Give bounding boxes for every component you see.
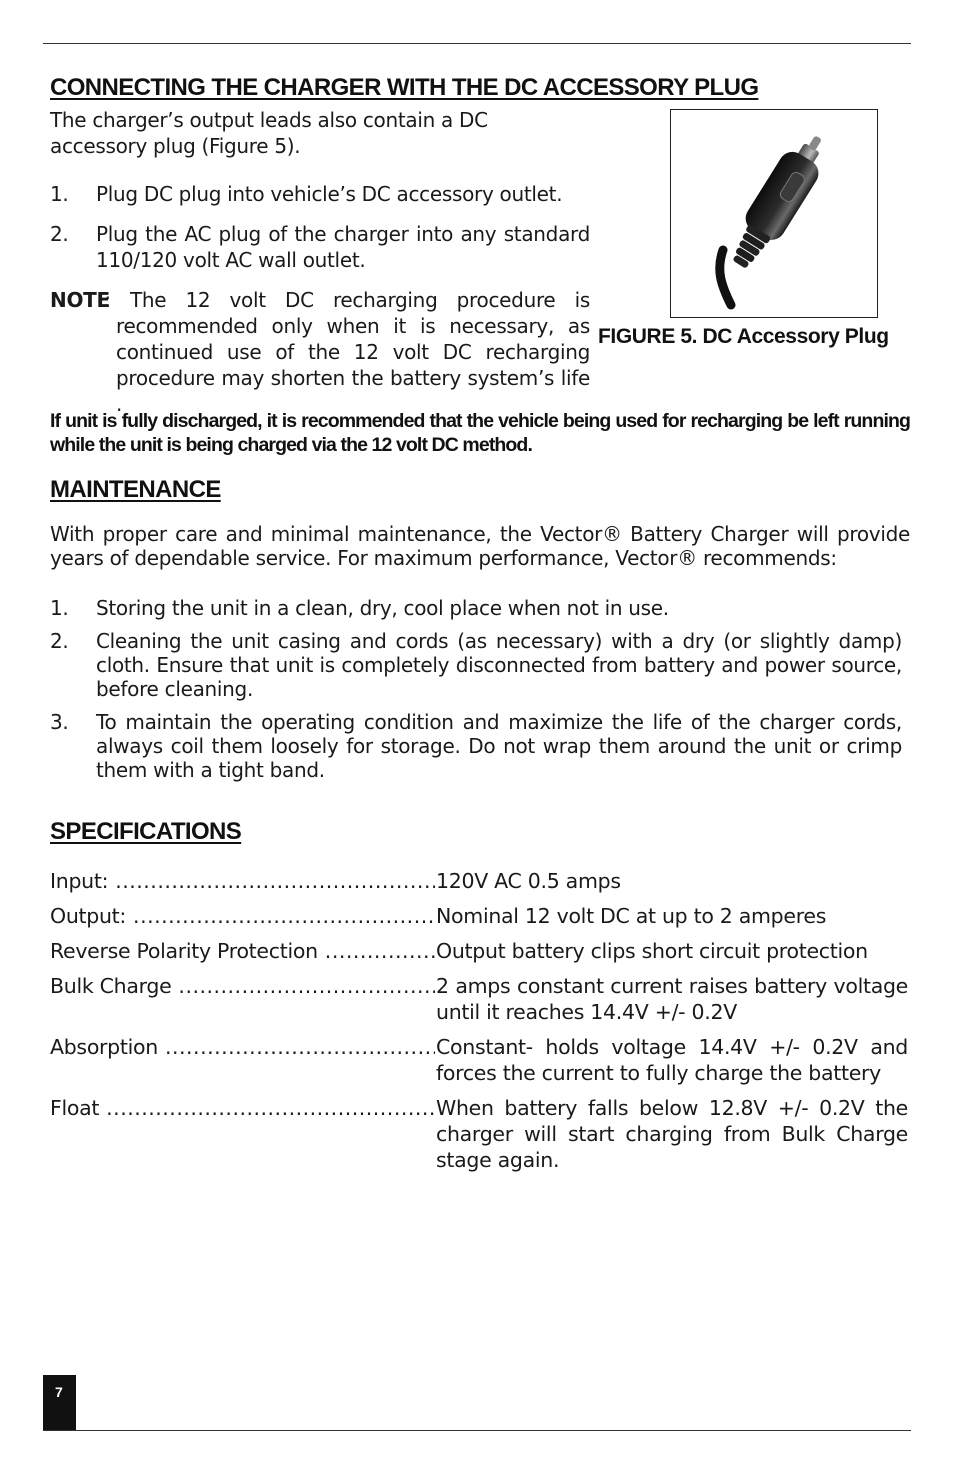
maintenance-steps bbox=[50, 596, 902, 791]
spec-value: Nominal 12 volt DC at up to 2 amperes bbox=[436, 904, 827, 928]
list-item bbox=[50, 596, 902, 620]
dc-plug-steps bbox=[50, 181, 590, 287]
spec-row bbox=[50, 1034, 912, 1086]
step-number: 3. bbox=[50, 710, 69, 734]
note-text bbox=[50, 287, 590, 417]
step-text: Storing the unit in a clean, dry, cool place when not in use. bbox=[96, 596, 669, 620]
spec-value: When battery falls below 12.8V +/- 0.2V the charger will start charging from Bulk Charge stage again. bbox=[436, 1096, 908, 1172]
spec-row bbox=[50, 868, 912, 894]
step-number: 1. bbox=[50, 596, 69, 620]
note bbox=[50, 287, 590, 417]
note-body: : The 12 volt DC recharging procedure is recommended only when it is necessary, as continued use of the 12 volt DC recharging procedure may shorten the battery system’s life . bbox=[104, 288, 590, 416]
list-item bbox=[50, 710, 902, 782]
step-number: 2. bbox=[50, 222, 69, 246]
figure-caption: FIGURE 5. DC Accessory Plug bbox=[598, 325, 889, 348]
dc-plug-image bbox=[671, 110, 877, 317]
spec-value: 2 amps constant current raises battery voltage until it reaches 14.4V +/- 0.2V bbox=[436, 974, 908, 1024]
step-text: Cleaning the unit casing and cords (as necessary) with a dry (or slightly damp) cloth. Ensure that unit is completely disconnected from battery and power source, before cleaning. bbox=[96, 629, 902, 701]
figure-dc-accessory-plug bbox=[670, 109, 878, 318]
spec-label: Reverse Polarity Protection ..... bbox=[50, 938, 435, 964]
step-text: Plug DC plug into vehicle’s DC accessory outlet. bbox=[96, 182, 563, 206]
page-number: 7 bbox=[55, 1384, 63, 1400]
spec-label: Float ..... bbox=[50, 1095, 435, 1121]
spec-row bbox=[50, 938, 912, 964]
spec-label: Bulk Charge ..... bbox=[50, 973, 435, 999]
top-rule bbox=[43, 43, 911, 44]
spec-row bbox=[50, 1095, 912, 1173]
section-heading-specifications: SPECIFICATIONS bbox=[50, 818, 242, 845]
spec-row bbox=[50, 903, 912, 929]
maintenance-intro: With proper care and minimal maintenance, the Vector® Battery Charger will provide years of dependable service. For maximum performance, Vector® recommends: bbox=[50, 522, 910, 570]
specifications-table bbox=[50, 868, 912, 1182]
spec-value: Output battery clips short circuit protection bbox=[436, 939, 868, 963]
spec-row bbox=[50, 973, 912, 1025]
step-text: Plug the AC plug of the charger into any standard 110/120 volt AC wall outlet. bbox=[96, 222, 590, 272]
spec-value: Constant- holds voltage 14.4V +/- 0.2V and forces the current to fully charge the battery bbox=[436, 1035, 908, 1085]
step-number: 1. bbox=[50, 182, 69, 206]
spec-label: Input: ..... bbox=[50, 868, 435, 894]
section-heading-dc-plug: CONNECTING THE CHARGER WITH THE DC ACCESSORY PLUG bbox=[50, 74, 759, 101]
spec-value: 120V AC 0.5 amps bbox=[436, 869, 621, 893]
section-heading-maintenance: MAINTENANCE bbox=[50, 476, 221, 503]
list-item bbox=[50, 181, 590, 207]
bottom-rule bbox=[43, 1430, 911, 1431]
list-item bbox=[50, 629, 902, 701]
list-item bbox=[50, 221, 590, 273]
step-number: 2. bbox=[50, 629, 69, 653]
spec-label: Output: ..... bbox=[50, 903, 435, 929]
warning-text: If unit is fully discharged, it is recommended that the vehicle being used for recharging be left running while the unit is being charged via the 12 volt DC method. bbox=[50, 410, 910, 456]
dc-plug-intro: The charger’s output leads also contain a DC accessory plug (Figure 5). bbox=[50, 108, 488, 158]
step-text: To maintain the operating condition and maximize the life of the charger cords, always coil them loosely for storage. Do not wrap them around the unit or crimp them with a tight band. bbox=[96, 710, 902, 782]
spec-label: Absorption ..... bbox=[50, 1034, 435, 1060]
note-label: NOTE bbox=[50, 288, 110, 312]
